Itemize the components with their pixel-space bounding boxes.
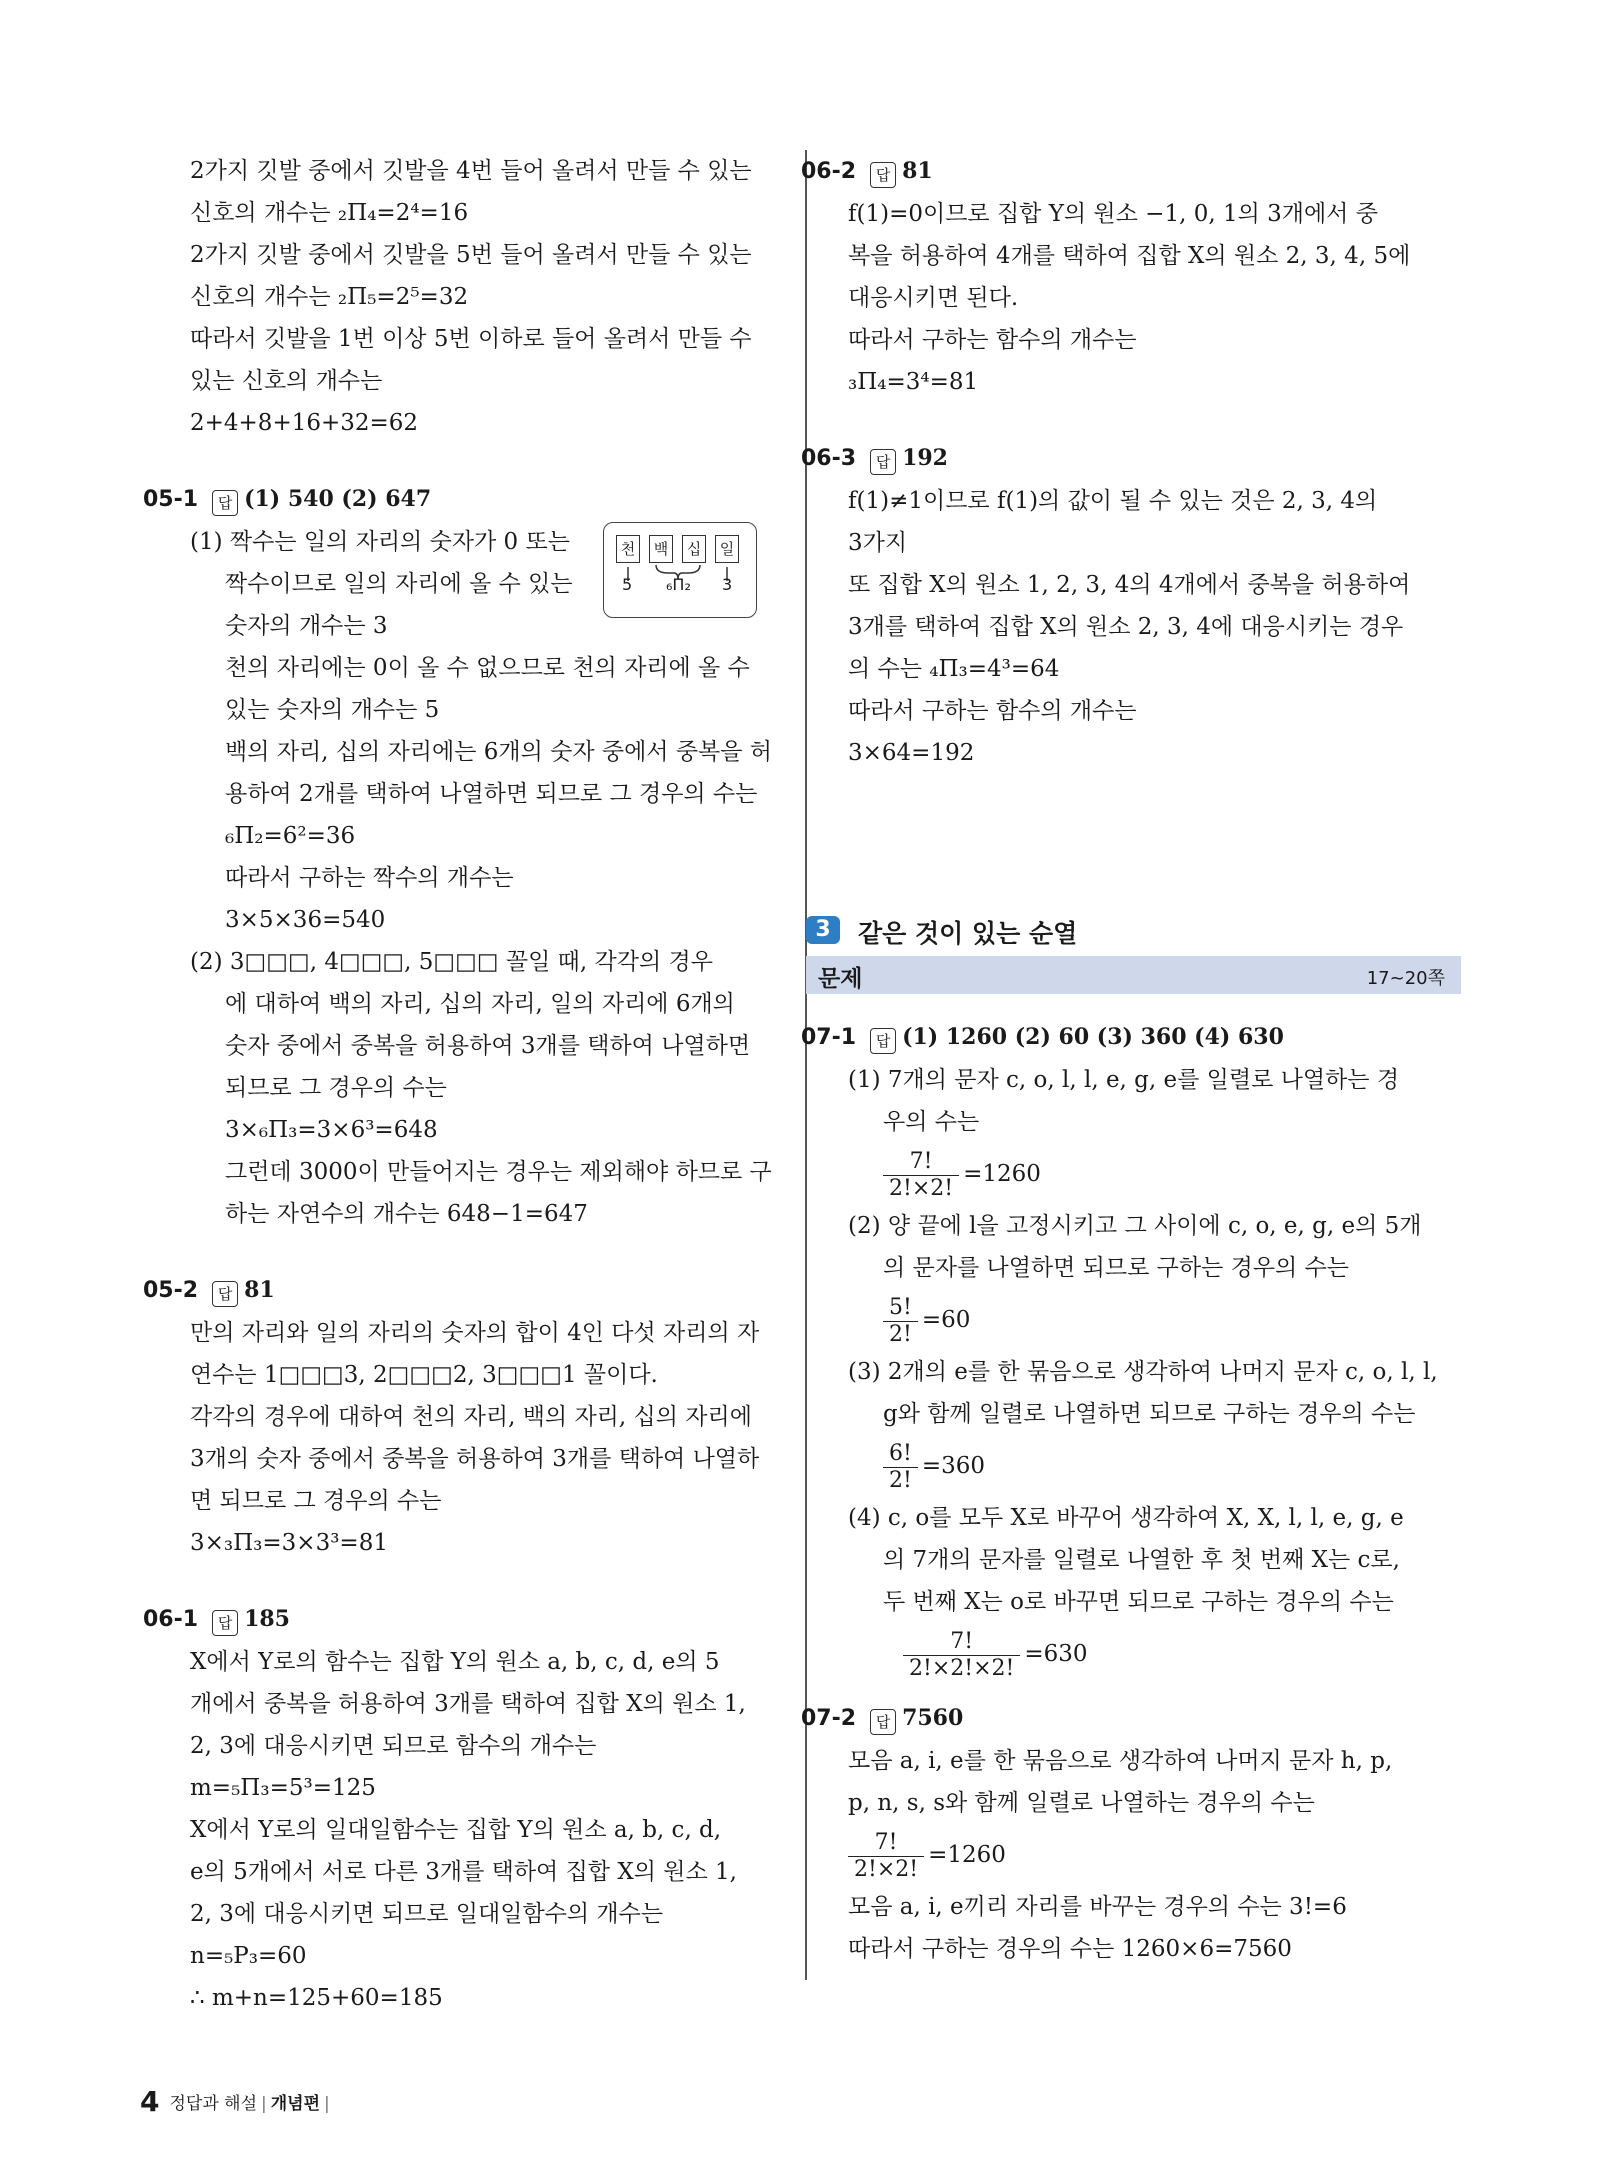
text-line: 연수는 1□□□3, 2□□□2, 3□□□1 꼴이다. <box>190 1362 658 1388</box>
fraction <box>883 1441 918 1494</box>
text-line: m=₅Π₃=5³=125 <box>190 1775 376 1801</box>
text-line: 2, 3에 대응시키면 되므로 함수의 개수는 <box>190 1733 597 1759</box>
numerator: 7! <box>903 1629 1020 1656</box>
text-line: 따라서 구하는 함수의 개수는 <box>848 327 1137 353</box>
question-06-3 <box>801 437 1473 774</box>
place-cell: 십 <box>682 535 706 563</box>
question-id: 05-2 <box>143 1278 199 1303</box>
place-cell: 백 <box>649 535 673 563</box>
answer-mark-icon: 답 <box>870 1028 896 1054</box>
question-header <box>801 1016 1473 1059</box>
text-line: (2) 3□□□, 4□□□, 5□□□ 꼴일 때, 각각의 경우 <box>190 949 713 975</box>
place-cell: 일 <box>715 535 739 563</box>
answer-mark-icon: 답 <box>870 1709 896 1735</box>
question-id: 07-1 <box>801 1025 857 1050</box>
question-06-1 <box>143 1598 765 2019</box>
text-line: 3가지 <box>848 530 908 556</box>
text-line: 3×₃Π₃=3×3³=81 <box>190 1530 388 1556</box>
fraction-line <box>848 1824 1473 1886</box>
text-line: f(1)≠1이므로 f(1)의 값이 될 수 있는 것은 2, 3, 4의 <box>848 488 1378 514</box>
text-line: e의 5개에서 서로 다른 3개를 택하여 집합 X의 원소 1, <box>190 1859 737 1885</box>
answer: (1) 1260 (2) 60 (3) 360 (4) 630 <box>902 1024 1284 1050</box>
text-line: 용하여 2개를 택하여 나열하면 되므로 그 경우의 수는 <box>225 781 758 807</box>
text-line: 있는 신호의 개수는 <box>190 368 383 394</box>
text-line: 복을 허용하여 4개를 택하여 집합 X의 원소 2, 3, 4, 5에 <box>848 243 1411 269</box>
text-line: 2+4+8+16+32=62 <box>190 410 419 436</box>
fraction-result: =60 <box>921 1307 971 1333</box>
text-line: n=₅P₃=60 <box>190 1943 307 1969</box>
text-line: 천의 자리에는 0이 올 수 없으므로 천의 자리에 올 수 <box>225 655 750 681</box>
fraction-line <box>848 1623 1473 1685</box>
numerator: 6! <box>883 1441 918 1468</box>
numerator: 7! <box>883 1149 959 1176</box>
fraction-result: =360 <box>921 1453 986 1479</box>
text-line: 짝수이므로 일의 자리에 올 수 있는 <box>225 571 573 597</box>
answer-mark-icon: 답 <box>212 1610 238 1636</box>
answer-mark-icon: 답 <box>870 162 896 188</box>
text-line: 따라서 깃발을 1번 이상 5번 이하로 들어 올려서 만들 수 <box>190 326 752 352</box>
text-line: 또 집합 X의 원소 1, 2, 3, 4의 4개에서 중복을 허용하여 <box>848 572 1411 598</box>
answer: 81 <box>902 158 933 184</box>
text-line: 모음 a, i, e를 한 묶음으로 생각하여 나머지 문자 h, p, <box>848 1748 1393 1774</box>
text-line: 우의 수는 <box>883 1109 980 1135</box>
text-line: 의 7개의 문자를 일렬로 나열한 후 첫 번째 X는 c로, <box>883 1547 1400 1573</box>
question-05-2 <box>143 1269 765 1564</box>
answer-mark-icon: 답 <box>212 1281 238 1307</box>
question-06-2 <box>801 150 1473 403</box>
fraction <box>883 1295 918 1348</box>
diagram-arrows <box>604 523 756 617</box>
fraction-result: =1260 <box>963 1161 1041 1187</box>
question-header <box>143 478 765 521</box>
text-line: 두 번째 X는 o로 바꾸면 되므로 구하는 경우의 수는 <box>883 1589 1394 1615</box>
text-line: (4) c, o를 모두 X로 바꾸어 생각하여 X, X, l, l, e, g, e <box>848 1505 1404 1531</box>
denominator: 2!×2!×2! <box>909 1655 1015 1681</box>
text-line: 모음 a, i, e끼리 자리를 바꾸는 경우의 수는 3!=6 <box>848 1894 1347 1920</box>
page-number: 4 <box>140 2085 160 2118</box>
section-header <box>815 912 1473 956</box>
footer-section: 개념편 <box>270 2094 321 2114</box>
text-line: 3×5×36=540 <box>225 907 386 933</box>
question-id: 05-1 <box>143 487 199 512</box>
question-header <box>801 150 1473 193</box>
text-line: 숫자 중에서 중복을 허용하여 3개를 택하여 나열하면 <box>225 1033 751 1059</box>
text-line: 개에서 중복을 허용하여 3개를 택하여 집합 X의 원소 1, <box>190 1691 746 1717</box>
text-line: (3) 2개의 e를 한 묶음으로 생각하여 나머지 문자 c, o, l, l, <box>848 1359 1438 1385</box>
question-header <box>801 437 1473 480</box>
text-line: 신호의 개수는 ₂Π₅=2⁵=32 <box>190 284 469 310</box>
text-line: ∴ m+n=125+60=185 <box>190 1985 443 2011</box>
text-line: 3×64=192 <box>848 740 975 766</box>
answer: 81 <box>244 1277 275 1303</box>
right-column <box>801 150 1473 1970</box>
text-line: g와 함께 일렬로 나열하면 되므로 구하는 경우의 수는 <box>883 1401 1416 1427</box>
text-line: 따라서 구하는 함수의 개수는 <box>848 698 1137 724</box>
text-line: 의 수는 ₄Π₃=4³=64 <box>848 656 1060 682</box>
band-label: 문제 <box>818 966 863 992</box>
text-line: p, n, s, s와 함께 일렬로 나열하는 경우의 수는 <box>848 1790 1315 1816</box>
left-column <box>143 150 773 2019</box>
text-line: 있는 숫자의 개수는 5 <box>225 697 440 723</box>
fraction <box>848 1830 924 1883</box>
answer: 7560 <box>902 1705 964 1731</box>
text-line: (2) 양 끝에 l을 고정시키고 그 사이에 c, o, e, g, e의 5개 <box>848 1213 1422 1239</box>
page-footer: 4 정답과 해설 | 개념편 | <box>140 2085 330 2118</box>
fraction-line <box>848 1143 1473 1205</box>
intro-block <box>190 150 765 444</box>
text-line: 2가지 깃발 중에서 깃발을 5번 들어 올려서 만들 수 있는 <box>190 242 752 268</box>
question-header <box>801 1697 1473 1740</box>
denominator: 2!×2! <box>854 1856 919 1882</box>
fraction-line <box>848 1289 1473 1351</box>
band-pages: 17~20쪽 <box>1366 968 1445 989</box>
text-line: ₃Π₄=3⁴=81 <box>848 369 979 395</box>
answer-mark-icon: 답 <box>212 490 238 516</box>
section-number-icon: 3 <box>806 916 840 944</box>
place-cell: 천 <box>616 535 640 563</box>
text-line: 만의 자리와 일의 자리의 숫자의 합이 4인 다섯 자리의 자 <box>190 1320 760 1346</box>
denominator: 2!×2! <box>889 1175 954 1201</box>
fraction <box>903 1629 1020 1682</box>
answer-mark-icon: 답 <box>870 449 896 475</box>
fraction <box>883 1149 959 1202</box>
question-header <box>143 1598 765 1641</box>
fraction-result: =1260 <box>928 1842 1006 1868</box>
problem-band <box>806 956 1461 994</box>
text-line: 되므로 그 경우의 수는 <box>225 1075 447 1101</box>
text-line: X에서 Y로의 함수는 집합 Y의 원소 a, b, c, d, e의 5 <box>190 1649 720 1675</box>
denominator: 2! <box>889 1467 912 1493</box>
answer: 192 <box>902 445 948 471</box>
answer: 185 <box>244 1606 290 1632</box>
place-value-diagram <box>603 522 757 618</box>
text-line: 의 문자를 나열하면 되므로 구하는 경우의 수는 <box>883 1255 1350 1281</box>
question-header <box>143 1269 765 1312</box>
text-line: 2, 3에 대응시키면 되므로 일대일함수의 개수는 <box>190 1901 664 1927</box>
text-line: X에서 Y로의 일대일함수는 집합 Y의 원소 a, b, c, d, <box>190 1817 722 1843</box>
question-id: 06-1 <box>143 1607 199 1632</box>
question-07-2 <box>801 1697 1473 1970</box>
text-line: 백의 자리, 십의 자리에는 6개의 숫자 중에서 중복을 허 <box>225 739 773 765</box>
text-line: 3개의 숫자 중에서 중복을 허용하여 3개를 택하여 나열하 <box>190 1446 760 1472</box>
question-07-1 <box>801 1016 1473 1685</box>
section-title: 같은 것이 있는 순열 <box>858 919 1078 948</box>
text-line: 신호의 개수는 ₂Π₄=2⁴=16 <box>190 200 469 226</box>
fraction-result: =630 <box>1024 1641 1088 1667</box>
fraction-line <box>848 1435 1473 1497</box>
text-line: 대응시키면 된다. <box>848 285 1019 311</box>
text-line: 각각의 경우에 대하여 천의 자리, 백의 자리, 십의 자리에 <box>190 1404 752 1430</box>
text-line: (1) 7개의 문자 c, o, l, l, e, g, e를 일렬로 나열하는 경 <box>848 1067 1400 1093</box>
place-label: 3 <box>722 575 733 594</box>
text-line: 숫자의 개수는 3 <box>225 613 388 639</box>
place-label: ₆Π₂ <box>666 575 691 594</box>
text-line: 3×₆Π₃=3×6³=648 <box>225 1117 438 1143</box>
text-line: 면 되므로 그 경우의 수는 <box>190 1488 442 1514</box>
text-line: f(1)=0이므로 집합 Y의 원소 −1, 0, 1의 3개에서 중 <box>848 201 1378 227</box>
text-line: 하는 자연수의 개수는 648−1=647 <box>225 1201 588 1227</box>
text-line: 그런데 3000이 만들어지는 경우는 제외해야 하므로 구 <box>225 1159 772 1185</box>
numerator: 7! <box>848 1830 924 1857</box>
place-label: 5 <box>622 575 633 594</box>
text-line: 따라서 구하는 경우의 수는 1260×6=7560 <box>848 1936 1292 1962</box>
text-line: ₆Π₂=6²=36 <box>225 823 356 849</box>
text-line: 2가지 깃발 중에서 깃발을 4번 들어 올려서 만들 수 있는 <box>190 158 752 184</box>
text-line: 따라서 구하는 짝수의 개수는 <box>225 865 514 891</box>
numerator: 5! <box>883 1295 918 1322</box>
denominator: 2! <box>889 1321 912 1347</box>
question-id: 06-3 <box>801 446 857 471</box>
footer-text: 정답과 해설 <box>169 2094 257 2114</box>
question-id: 07-2 <box>801 1706 857 1731</box>
answer: (1) 540 (2) 647 <box>244 486 432 512</box>
text-line: 3개를 택하여 집합 X의 원소 2, 3, 4에 대응시키는 경우 <box>848 614 1404 640</box>
text-line: (1) 짝수는 일의 자리의 숫자가 0 또는 <box>190 529 570 555</box>
question-id: 06-2 <box>801 159 857 184</box>
text-line: 에 대하여 백의 자리, 십의 자리, 일의 자리에 6개의 <box>225 991 735 1017</box>
